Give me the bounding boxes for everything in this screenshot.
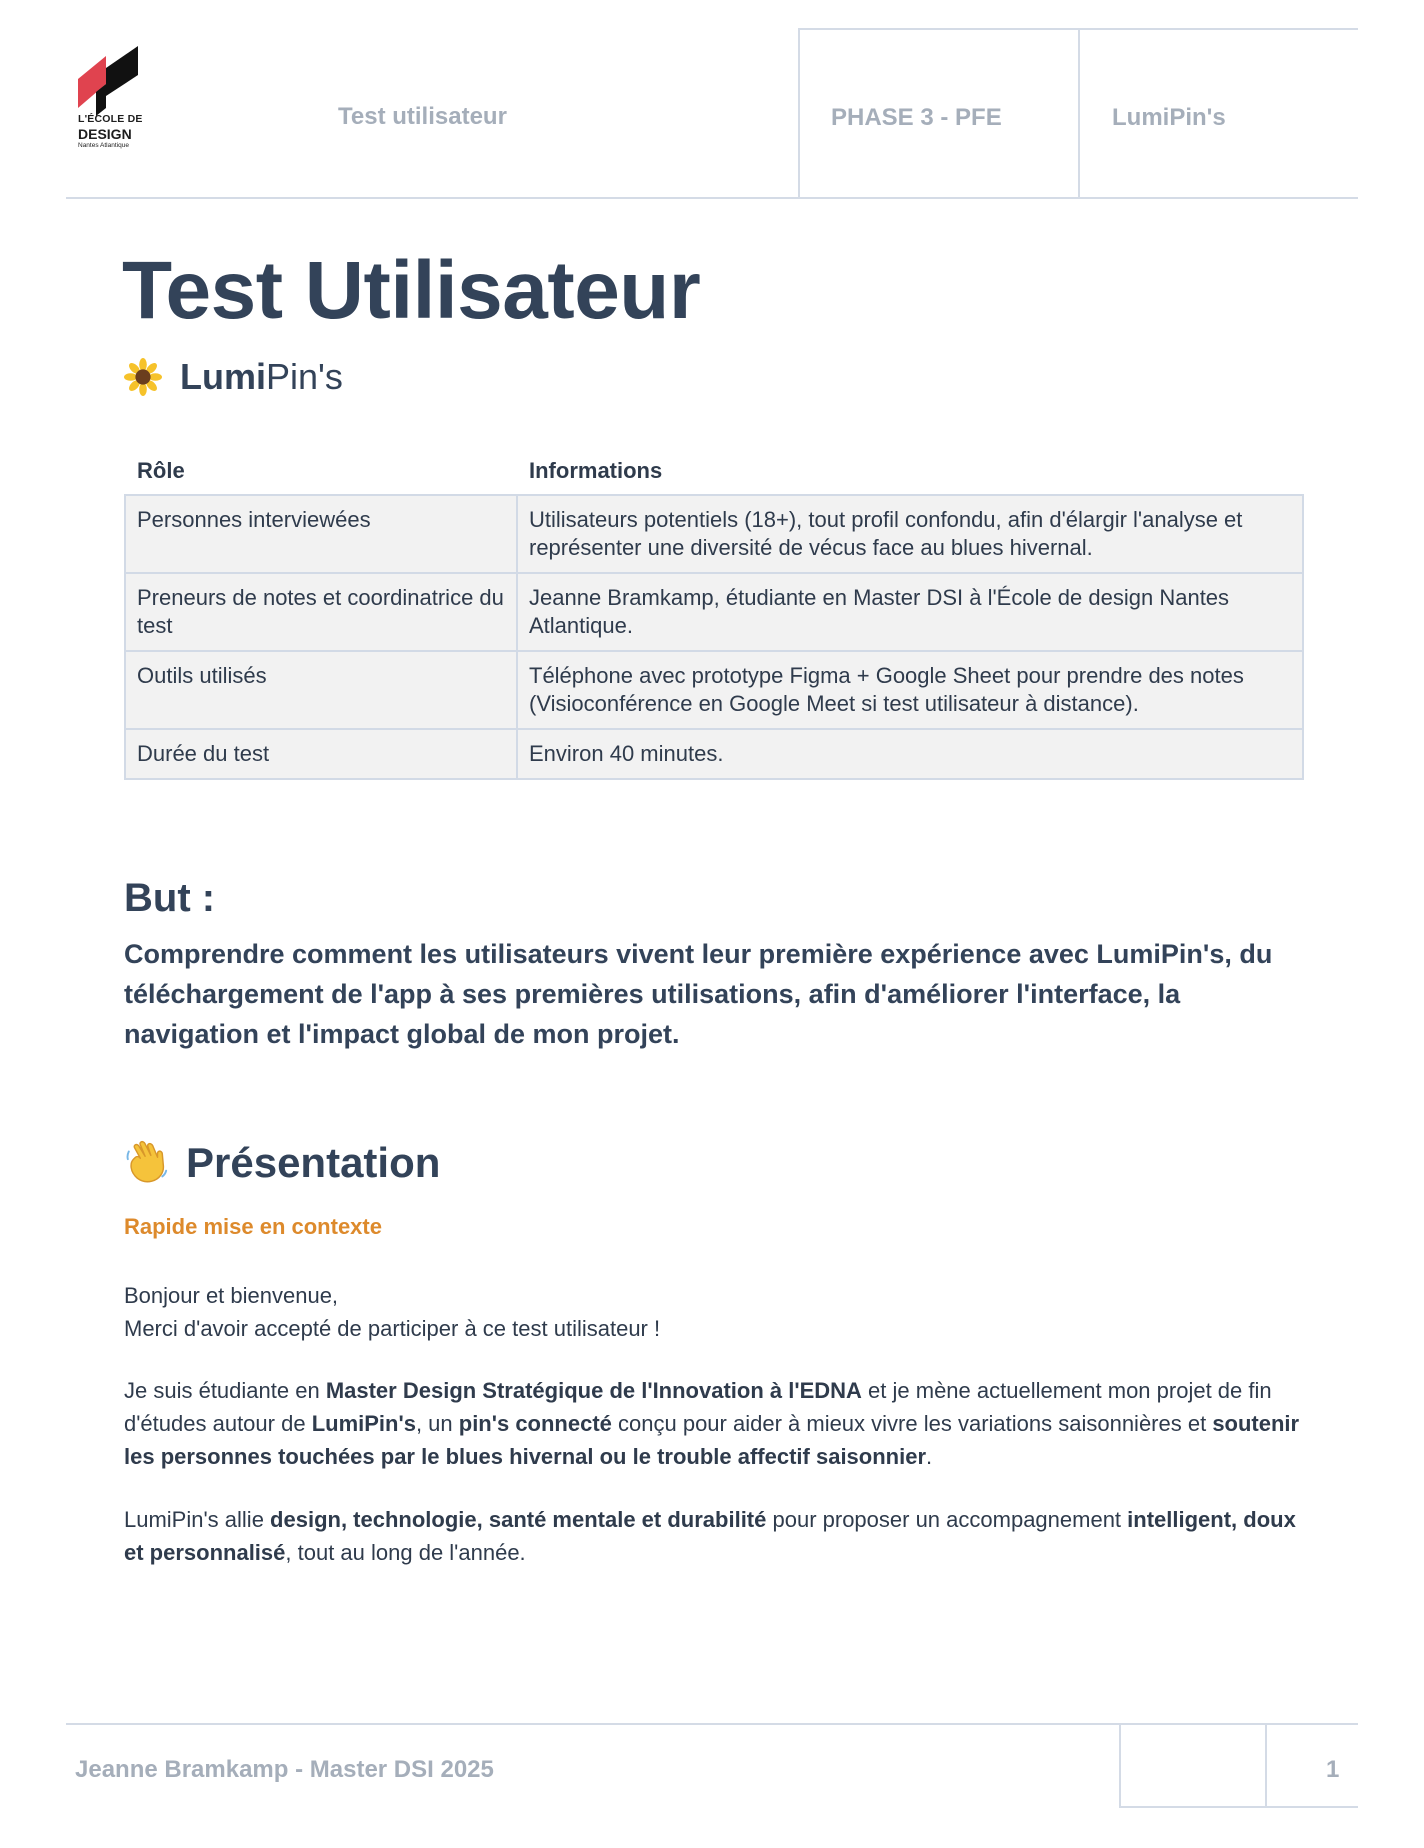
bold-run: Master Design Stratégique de l'Innovation à l'EDNA xyxy=(325,1378,862,1403)
table-row xyxy=(125,729,1303,779)
table-cell-role: Durée du test xyxy=(125,729,517,779)
text-run: conçu pour aider à mieux vivre les variations saisonnières et xyxy=(611,1411,1213,1436)
header-phase: PHASE 3 - PFE xyxy=(831,104,1002,131)
values-paragraph xyxy=(124,1503,1314,1569)
text-run: LumiPin's allie xyxy=(124,1507,271,1532)
footer-author: Jeanne Bramkamp - Master DSI 2025 xyxy=(75,1756,494,1783)
presentation-subheading: Rapide mise en contexte xyxy=(124,1214,382,1239)
greeting-paragraph xyxy=(124,1279,1314,1345)
column-header-informations: Informations xyxy=(529,458,663,483)
context-paragraph xyxy=(124,1374,1314,1473)
subtitle-bold-part: Lumi xyxy=(180,356,266,397)
table-cell-role: Outils utilisés xyxy=(125,651,517,729)
subtitle-regular-part: Pin's xyxy=(266,356,343,397)
logo-line-2: DESIGN xyxy=(78,125,132,142)
greeting-line-1: Bonjour et bienvenue, xyxy=(124,1283,339,1308)
column-header-role: Rôle xyxy=(137,458,185,483)
table-cell-info: Utilisateurs potentiels (18+), tout profil confondu, afin d'élargir l'analyse et représenter une diversité de vécus face au blues hivernal. xyxy=(517,495,1303,573)
table-row xyxy=(125,495,1303,573)
waving-hand-icon xyxy=(124,1140,170,1186)
table-row xyxy=(125,573,1303,651)
text-run: . xyxy=(926,1444,933,1469)
table-cell-role: Preneurs de notes et coordinatrice du test xyxy=(125,573,517,651)
sunflower-icon xyxy=(124,358,162,396)
page-number: 1 xyxy=(1326,1756,1340,1783)
table-cell-info: Téléphone avec prototype Figma + Google Sheet pour prendre des notes (Visioconférence en Google Meet si test utilisateur à distance). xyxy=(517,651,1303,729)
footer-divider-2 xyxy=(1265,1723,1267,1807)
table-cell-role: Personnes interviewées xyxy=(125,495,517,573)
page-title: Test Utilisateur xyxy=(122,245,701,336)
table-cell-info: Jeanne Bramkamp, étudiante en Master DSI à l'École de design Nantes Atlantique. xyxy=(517,573,1303,651)
presentation-heading-text: Présentation xyxy=(186,1139,441,1186)
text-run: pour proposer un accompagnement xyxy=(766,1507,1128,1532)
footer-divider-1 xyxy=(1119,1723,1121,1807)
logo-line-1: L'ÉCOLE DE xyxy=(78,113,143,125)
footer-top-rule xyxy=(66,1723,1358,1725)
text-run: , un xyxy=(415,1411,459,1436)
logo-wordmark xyxy=(78,114,168,149)
presentation-heading xyxy=(124,1140,440,1186)
header-document-type: Test utilisateur xyxy=(338,103,507,130)
bold-run: soutenir les personnes touchées par le blues hivernal ou le trouble affectif saisonnier xyxy=(124,1411,1300,1469)
table-row xyxy=(125,651,1303,729)
text-run: et je mène actuellement mon projet de fin d'études autour de xyxy=(124,1378,1272,1436)
footer-bottom-rule xyxy=(1119,1806,1358,1808)
text-run: , tout au long de l'année. xyxy=(285,1540,526,1565)
table-cell-info: Environ 40 minutes. xyxy=(517,729,1303,779)
table-header-row xyxy=(125,448,1303,495)
info-table xyxy=(124,448,1304,780)
goal-text: Comprendre comment les utilisateurs vivent leur première expérience avec LumiPin's, du téléchargement de l'app à ses premières utilisations, afin d'améliorer l'interface, la navigation et l'impact global de mon projet. xyxy=(124,939,1273,1049)
header-bottom-rule xyxy=(66,197,1358,199)
header-project: LumiPin's xyxy=(1112,104,1226,131)
header-divider-1 xyxy=(798,28,800,198)
bold-run: design, technologie, santé mentale et durabilité xyxy=(270,1507,767,1532)
project-subtitle xyxy=(124,358,343,396)
bold-run: intelligent, doux et personnalisé xyxy=(124,1507,1296,1565)
text-run: Je suis étudiante en xyxy=(124,1378,326,1403)
header-divider-2 xyxy=(1078,28,1080,198)
bold-run: pin's connecté xyxy=(458,1411,612,1436)
bold-run: LumiPin's xyxy=(311,1411,416,1436)
logo-line-3: Nantes Atlantique xyxy=(78,141,129,149)
goal-heading: But : xyxy=(124,876,216,920)
greeting-line-2: Merci d'avoir accepté de participer à ce test utilisateur ! xyxy=(124,1316,661,1341)
